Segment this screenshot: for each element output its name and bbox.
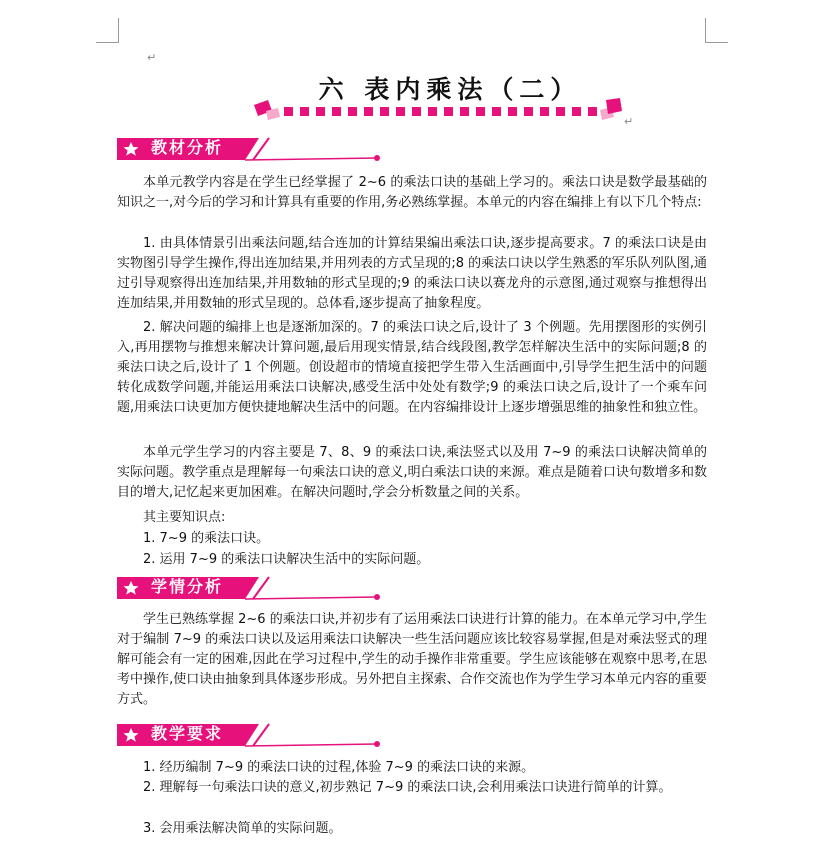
- paragraph: 其主要知识点:: [143, 510, 226, 525]
- paragraph: 1. 由具体情景引出乘法问题,结合连加的计算结果编出乘法口诀,逐步提高要求。7 的乘法口诀是由实物图引导学生操作,得出连加结果,并用列表的方式呈现的;8 的乘法口诀以学生熟悉的军乐队列队图,通过引导观察得出连加结果,并用数轴的形式呈现的;9 的乘法口诀以赛龙舟的示意图,通过观察与推想得出连加结果,并用数轴的形式呈现的。总体看,逐步提高了抽象程度。: [117, 236, 707, 311]
- section-title: 学情分析: [151, 577, 224, 596]
- paragraph: 本单元学生学习的内容主要是 7、8、9 的乘法口诀,乘法竖式以及用 7~9 的乘法口诀解决简单的实际问题。教学重点是理解每一句乘法口诀的意义,明白乘法口诀的来源。难点是随着口诀句数增多和数目的增大,记忆起来更加困难。在解决问题时,学会分析数量之间的关系。: [117, 445, 707, 500]
- list-item: 3. 会用乘法解决简单的实际问题。: [143, 821, 342, 836]
- section-title: 教学要求: [151, 724, 224, 743]
- section-header-textbook-analysis: [117, 136, 387, 162]
- page-corner-top-left: [96, 18, 119, 43]
- list-item: 1. 经历编制 7~9 的乘法口诀的过程,体验 7~9 的乘法口诀的来源。: [143, 760, 535, 775]
- section-header-teaching-requirements: [117, 722, 387, 748]
- paragraph: 学生已熟练掌握 2~6 的乘法口诀,并初步有了运用乘法口诀进行计算的能力。在本单元学习中,学生对于编制 7~9 的乘法口诀以及运用乘法口诀解决一些生活问题应该比较容易掌握,但是对乘法竖式的理解可能会有一定的困难,因此在学习过程中,学生的动手操作非常重要。学生应该能够在观察中思考,在思考中操作,使口诀由抽象到具体逐步形成。另外把自主探索、合作交流也作为学生学习本单元内容的重要方式。: [117, 612, 707, 707]
- paragraph: 本单元教学内容是在学生已经掌握了 2~6 的乘法口诀的基础上学习的。乘法口诀是数学最基础的知识之一,对今后的学习和计算具有重要的作用,务必熟练掌握。本单元的内容在编排上有以下几个特点:: [117, 175, 707, 210]
- paragraph: 2. 解决问题的编排上也是逐渐加深的。7 的乘法口诀之后,设计了 3 个例题。先用摆图形的实例引入,再用摆物与推想来解决计算问题,最后用现实情景,结合线段图,教学怎样解决生活中的实际问题;8 的乘法口诀之后,设计了 1 个例题。创设超市的情境直接把学生带入生活画面中,引导学生把生活中的问题转化成数学问题,并能运用乘法口诀解决,感受生活中处处有数学;9 的乘法口诀之后,设计了一个乘车问题,用乘法口诀更加方便快捷地解决生活中的问题。在内容编排设计上逐步增强思维的抽象性和独立性。: [117, 320, 707, 415]
- title-underline-decoration: [248, 97, 628, 127]
- paragraph-mark: ↵: [624, 115, 634, 128]
- section-title: 教材分析: [151, 138, 224, 157]
- list-item: 2. 理解每一句乘法口诀的意义,初步熟记 7~9 的乘法口诀,会利用乘法口诀进行简单的计算。: [143, 780, 672, 795]
- page-title: 六 表内乘法（二）: [318, 75, 582, 104]
- section-header-learner-analysis: [117, 575, 387, 601]
- page-corner-top-right: [705, 18, 728, 43]
- paragraph-mark: ↵: [147, 51, 157, 64]
- list-item: 2. 运用 7~9 的乘法口诀解决生活中的实际问题。: [143, 552, 430, 567]
- list-item: 1. 7~9 的乘法口诀。: [143, 531, 270, 546]
